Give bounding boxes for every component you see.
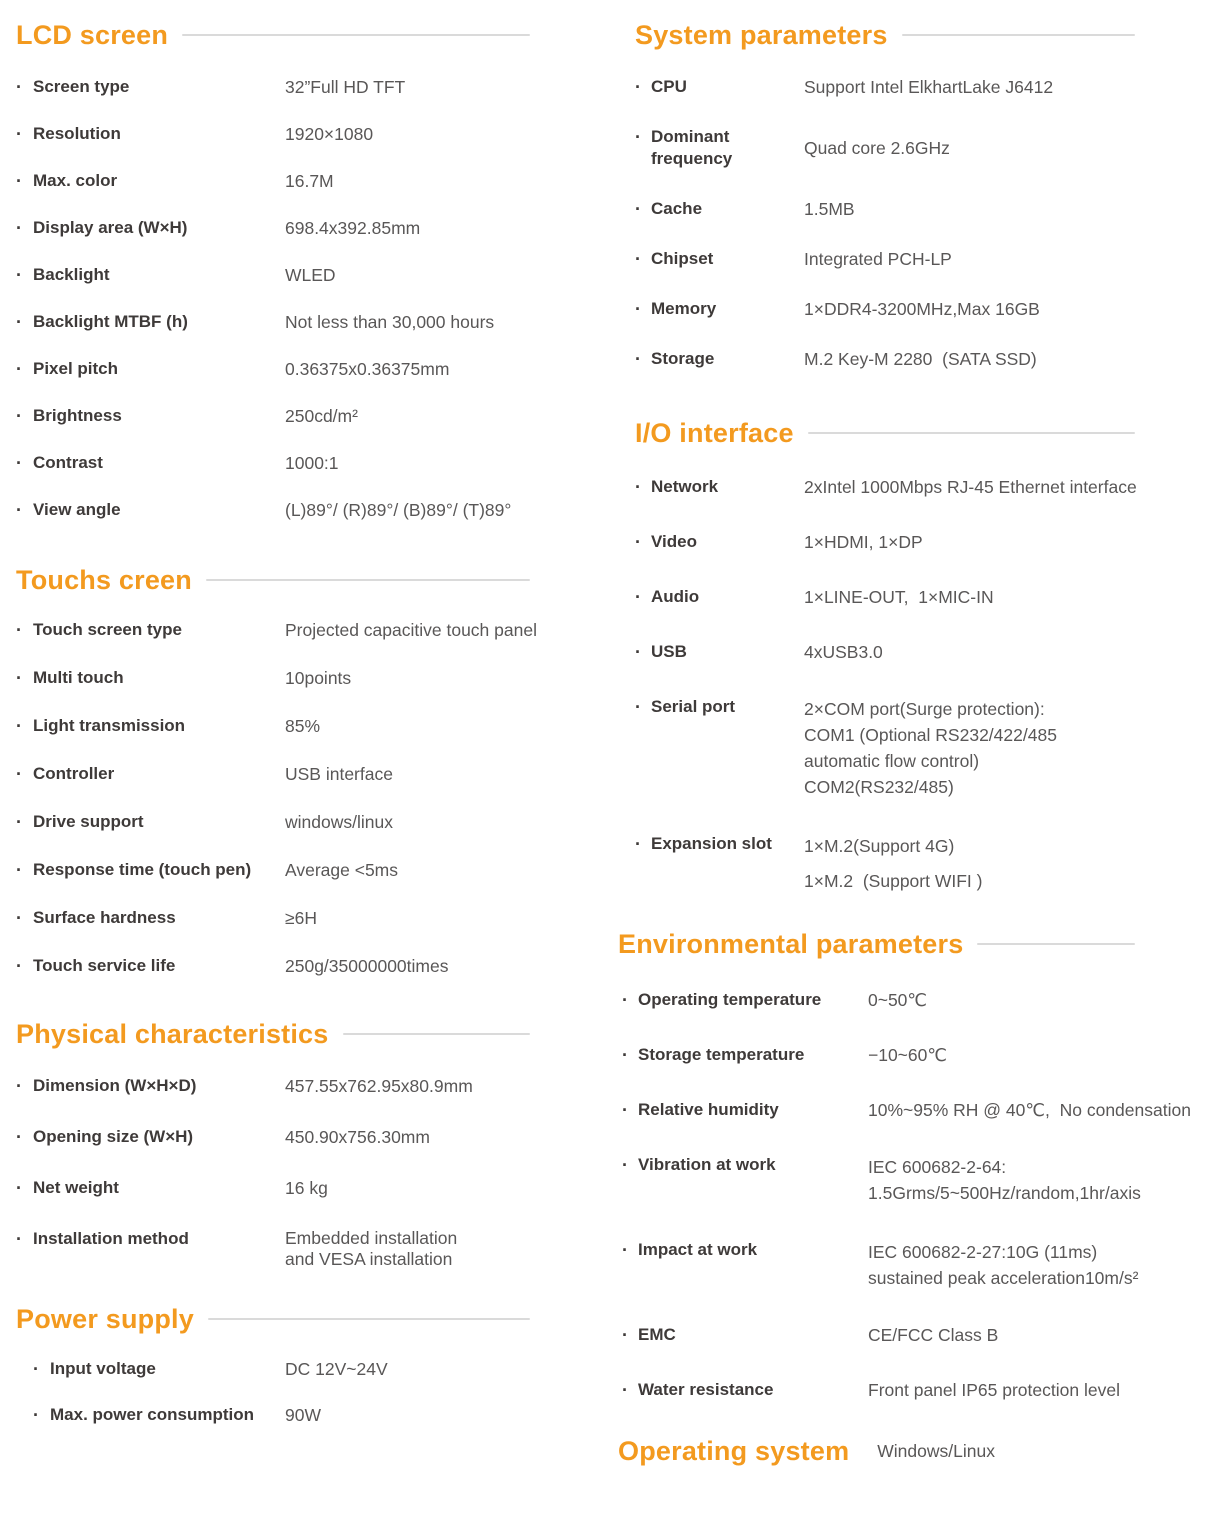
spec-label: Cache [651,199,703,218]
section-divider [902,34,1135,36]
bullet-icon: · [635,77,641,97]
spec-row [16,499,530,521]
spec-value: 10points [285,668,352,688]
spec-value-line: automatic flow control) [804,751,980,771]
spec-label: Controller [33,764,115,783]
spec-label: Resolution [33,124,121,143]
section-header [635,18,1135,52]
section-io [618,416,1135,894]
bullet-icon: · [16,764,22,784]
spec-value: 2xIntel 1000Mbps RJ-45 Ethernet interface [804,477,1137,497]
spec-row [635,641,1135,663]
spec-label: Impact at work [638,1240,758,1259]
spec-row [618,1239,1139,1291]
spec-row [16,452,530,474]
section-header [618,1434,1135,1468]
spec-value: 1.5MB [804,199,855,219]
section-title: System parameters [635,20,888,50]
spec-value-line: Embedded installation [285,1228,458,1248]
spec-value: 250g/35000000times [285,956,449,976]
spec-row [16,619,537,641]
spec-row [618,1379,1135,1401]
spec-row [16,715,530,737]
spec-value: −10~60℃ [868,1045,948,1065]
spec-row [618,989,1135,1011]
spec-label: Touch screen type [33,620,182,639]
spec-value: M.2 Key-M 2280 (SATA SSD) [804,349,1037,369]
spec-value: CE/FCC Class B [868,1325,999,1345]
spec-value: Average <5ms [285,860,399,880]
column-right [618,0,1224,1534]
spec-label: Brightness [33,406,122,425]
spec-value: Integrated PCH-LP [804,249,952,269]
spec-row [16,811,530,833]
spec-row [635,833,1135,894]
spec-label: View angle [33,500,121,519]
spec-value: Support Intel ElkhartLake J6412 [804,77,1054,97]
bullet-icon: · [16,406,22,426]
spec-row [635,531,1135,553]
spec-label: Max. power consumption [50,1405,255,1424]
spec-value: Front panel IP65 protection level [868,1380,1120,1400]
spec-row [16,170,530,192]
spec-value: Projected capacitive touch panel [285,620,537,640]
section-env [618,927,1191,1401]
spec-value-line: 1.5Grms/5~500Hz/random,1hr/axis [868,1183,1141,1203]
spec-row [16,1404,530,1426]
spec-row [16,1177,530,1199]
bullet-icon: · [635,349,641,369]
spec-row [16,311,530,333]
spec-value: 32”Full HD TFT [285,77,406,97]
spec-row [16,763,530,785]
section-divider [208,1318,530,1320]
spec-value: Quad core 2.6GHz [804,138,950,158]
spec-value: 0.36375x0.36375mm [285,359,450,379]
spec-row [16,123,530,145]
section-title: I/O interface [635,418,794,448]
spec-row [16,859,530,881]
bullet-icon: · [16,124,22,144]
spec-row [16,1126,530,1148]
spec-label: Drive support [33,812,144,831]
bullet-icon: · [622,1380,628,1400]
section-header [16,1302,530,1336]
spec-label: Light transmission [33,716,186,735]
bullet-icon: · [622,1325,628,1345]
bullet-icon: · [635,127,641,147]
spec-row [635,476,1135,498]
section-header [618,927,1135,961]
spec-row [635,348,1135,370]
section-title: Environmental parameters [618,929,964,959]
spec-label: Operating temperature [638,990,822,1009]
spec-row [635,298,1135,320]
bullet-icon: · [622,1240,628,1260]
section-system [618,18,1135,370]
bullet-icon: · [16,620,22,640]
spec-value: 1000:1 [285,453,339,473]
spec-label: Multi touch [33,668,124,687]
spec-row [635,248,1135,270]
spec-value-line: IEC 600682-2-64: [868,1157,1007,1177]
spec-label: Expansion slot [651,834,772,853]
spec-value: 1920×1080 [285,124,374,144]
bullet-icon: · [16,860,22,880]
bullet-icon: · [33,1359,39,1379]
spec-label: Network [651,477,719,496]
spec-row [618,1044,1135,1066]
spec-row [635,696,1135,800]
bullet-icon: · [635,199,641,219]
spec-row [16,1358,530,1380]
spec-value: Not less than 30,000 hours [285,312,495,332]
spec-value: 10%~95% RH @ 40℃, No condensation [868,1100,1191,1120]
spec-label: EMC [638,1325,676,1344]
spec-value [868,1154,1141,1206]
bullet-icon: · [16,312,22,332]
spec-row [16,667,530,689]
section-physical [16,1017,530,1270]
spec-value: 1×DDR4-3200MHz,Max 16GB [804,299,1040,319]
section-divider [977,943,1135,945]
spec-row [635,198,1135,220]
section-inline-value: Windows/Linux [877,1440,995,1461]
section-power [16,1302,530,1426]
spec-value: 450.90x756.30mm [285,1127,430,1147]
bullet-icon: · [622,1155,628,1175]
spec-label: Response time (touch pen) [33,860,252,879]
section-divider [343,1033,531,1035]
spec-row [618,1154,1141,1206]
spec-label: Installation method [33,1229,189,1248]
spec-value-line: and VESA installation [285,1249,453,1269]
spec-row [16,405,530,427]
spec-value-line: 1×M.2(Support 4G) [804,836,955,856]
bullet-icon: · [16,668,22,688]
spec-row [16,217,530,239]
spec-row [618,1324,1135,1346]
spec-label: Contrast [33,453,103,472]
bullet-icon: · [635,697,641,717]
section-header [16,18,530,52]
spec-row [635,76,1135,98]
spec-value: USB interface [285,764,393,784]
bullet-icon: · [16,265,22,285]
bullet-icon: · [635,834,641,854]
bullet-icon: · [635,532,641,552]
bullet-icon: · [33,1405,39,1425]
section-title: LCD screen [16,20,169,50]
section-title: Touchs creen [16,565,192,595]
section-header [635,416,1135,450]
section-touch [16,563,537,977]
spec-label: Storage temperature [638,1045,805,1064]
spec-label: Pixel pitch [33,359,119,378]
section-divider [206,579,530,581]
bullet-icon: · [16,500,22,520]
spec-label: Serial port [651,697,736,716]
spec-value [868,1239,1138,1291]
section-header [16,563,530,597]
spec-value: 698.4x392.85mm [285,218,421,238]
spec-label: Net weight [33,1178,119,1197]
spec-row [16,955,530,977]
bullet-icon: · [635,249,641,269]
spec-value: 85% [285,716,321,736]
spec-label: Surface hardness [33,908,176,927]
spec-value: 90W [285,1405,321,1425]
spec-value: DC 12V~24V [285,1359,388,1379]
section-header [16,1017,530,1051]
spec-label: Vibration at work [638,1155,776,1174]
spec-value [804,833,982,894]
spec-value-line: COM1 (Optional RS232/422/485 [804,725,1057,745]
spec-label: Video [651,532,697,551]
spec-value: 0~50℃ [868,990,928,1010]
bullet-icon: · [622,1045,628,1065]
bullet-icon: · [16,1127,22,1147]
section-divider [808,432,1135,434]
section-title: Physical characteristics [16,1019,329,1049]
bullet-icon: · [16,716,22,736]
spec-label: Screen type [33,77,130,96]
spec-value: WLED [285,265,336,285]
section-title: Operating system [618,1436,850,1466]
section-lcd [16,18,530,521]
bullet-icon: · [16,218,22,238]
bullet-icon: · [16,812,22,832]
spec-label: CPU [651,77,687,96]
bullet-icon: · [16,359,22,379]
column-left [0,0,537,1534]
spec-label: Dimension (W×H×D) [33,1076,197,1095]
bullet-icon: · [16,1229,22,1249]
spec-label: Memory [651,299,717,318]
spec-value-line: 1×M.2 (Support WIFI ) [804,871,983,891]
spec-label: Backlight MTBF (h) [33,312,188,331]
bullet-icon: · [16,77,22,97]
spec-value: 16.7M [285,171,334,191]
spec-value: 1×LINE-OUT, 1×MIC-IN [804,587,994,607]
spec-label: Audio [651,587,700,606]
spec-row [16,1075,530,1097]
spec-value: 457.55x762.95x80.9mm [285,1076,473,1096]
spec-value-line: COM2(RS232/485) [804,777,954,797]
spec-value: 16 kg [285,1178,328,1198]
spec-row [16,1228,530,1270]
spec-label: Input voltage [50,1359,156,1378]
spec-value: windows/linux [285,812,393,832]
bullet-icon: · [635,477,641,497]
spec-row [16,907,530,929]
bullet-icon: · [16,1076,22,1096]
bullet-icon: · [16,1178,22,1198]
spec-label: Storage [651,349,715,368]
bullet-icon: · [635,642,641,662]
spec-row [16,264,530,286]
spec-label: Water resistance [638,1380,774,1399]
section-os [618,1434,1135,1468]
section-title: Power supply [16,1304,194,1334]
spec-label: USB [651,642,687,661]
bullet-icon: · [16,908,22,928]
bullet-icon: · [622,1100,628,1120]
spec-label: Dominant frequency [651,127,733,168]
spec-row [16,358,530,380]
spec-value: (L)89°/ (R)89°/ (B)89°/ (T)89° [285,500,512,520]
spec-value-line: sustained peak acceleration10m/s² [868,1268,1139,1288]
bullet-icon: · [16,453,22,473]
spec-value: 1×HDMI, 1×DP [804,532,923,552]
spec-row [635,586,1135,608]
spec-label: Opening size (W×H) [33,1127,194,1146]
spec-label: Relative humidity [638,1100,779,1119]
spec-value: 4xUSB3.0 [804,642,883,662]
bullet-icon: · [635,587,641,607]
spec-value: ≥6H [285,908,317,928]
spec-value-line: 2×COM port(Surge protection): [804,699,1045,719]
spec-value [804,696,1057,800]
spec-label: Chipset [651,249,714,268]
bullet-icon: · [16,956,22,976]
section-divider [182,34,530,36]
spec-label: Touch service life [33,956,176,975]
spec-label: Max. color [33,171,118,190]
spec-row [16,76,530,98]
bullet-icon: · [622,990,628,1010]
spec-label: Display area (W×H) [33,218,188,237]
spec-value-line: IEC 600682-2-27:10G (11ms) [868,1242,1098,1262]
spec-label: Backlight [33,265,110,284]
spec-value: 250cd/m² [285,406,358,426]
spec-row [635,126,1135,170]
spec-value [285,1228,457,1270]
spec-row [618,1099,1191,1121]
bullet-icon: · [16,171,22,191]
bullet-icon: · [635,299,641,319]
